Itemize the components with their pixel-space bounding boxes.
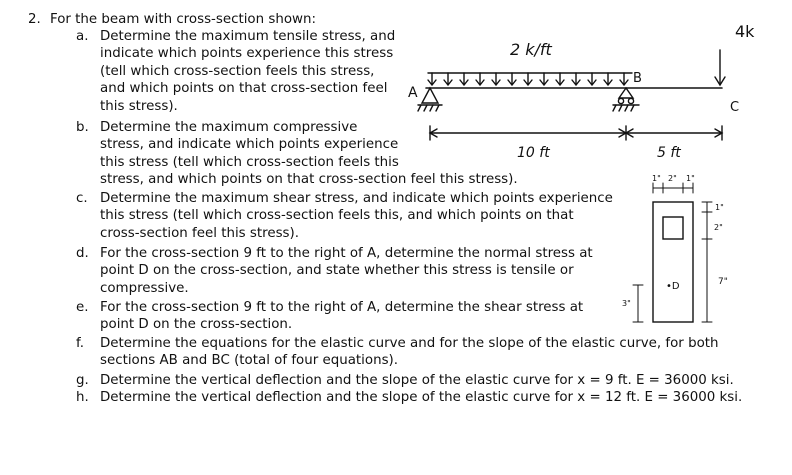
part-line: Determine the maximum tensile stress, and [100, 29, 396, 44]
part-line: Determine the maximum compressive [100, 120, 358, 135]
cross-section-hole [663, 217, 683, 239]
section-dim-height: 7" [718, 277, 728, 287]
label-c: C [730, 100, 740, 115]
part-line: (tell which cross-section feels this stress, [100, 63, 375, 79]
part-line: and which points on that cross-section feel [100, 81, 388, 97]
part-letter: e. [76, 300, 89, 315]
part-letter: c. [76, 191, 88, 206]
point-d-label: •D [666, 281, 680, 292]
part-letter: h. [76, 390, 89, 405]
part-letter: b. [76, 120, 89, 135]
label-b: B [633, 71, 642, 86]
label-a: A [408, 85, 418, 101]
roller-support-b [619, 88, 633, 98]
part-letter: f. [76, 336, 84, 351]
span-ab-label: 10 ft [517, 145, 550, 161]
part-line: For the cross-section 9 ft to the right of A, determine the shear stress at [100, 300, 584, 315]
part-line: this stress (tell which cross-section feels this, and which points on that [100, 208, 574, 224]
point-load-label: 4k [735, 22, 755, 41]
part-line: For the cross-section 9 ft to the right of A, determine the normal stress at [100, 246, 593, 261]
part-letter: d. [76, 246, 89, 261]
part-line: cross-section feel this stress). [100, 225, 300, 241]
part-letter: g. [76, 373, 89, 388]
part-line: Determine the maximum shear stress, and indicate which points experience [100, 191, 613, 206]
part-line: this stress). [100, 98, 178, 114]
part-line: Determine the vertical deflection and the slope of the elastic curve for x = 9 ft. E = 36000 ksi. [100, 373, 734, 388]
part-line: stress, and indicate which points experience [100, 137, 399, 153]
section-dim-top-mid: 2" [668, 174, 677, 183]
part-line: indicate which points experience this stress [100, 46, 394, 62]
part-line: stress, and which points on that cross-section feel this stress). [100, 172, 518, 188]
cross-section-outline [653, 202, 693, 322]
span-bc-label: 5 ft [657, 145, 681, 161]
section-dim-side-2: 2" [714, 223, 723, 232]
section-dim-top-right: 1" [686, 174, 695, 183]
pin-support-a [422, 88, 438, 103]
section-dim-side-1: 1" [715, 203, 724, 212]
part-line: sections AB and BC (total of four equations). [100, 353, 399, 369]
section-dim-d: 3" [622, 299, 631, 308]
section-dim-top-left: 1" [652, 174, 661, 183]
part-line: compressive. [100, 280, 189, 296]
distributed-load-arrows [428, 73, 628, 85]
part-letter: a. [76, 29, 89, 44]
part-line: point D on the cross-section, and state whether this stress is tensile or [100, 263, 574, 279]
distributed-load-label: 2 k/ft [510, 40, 552, 59]
part-line: point D on the cross-section. [100, 317, 293, 333]
question-number: 2. [28, 12, 41, 27]
part-line: Determine the vertical deflection and the slope of the elastic curve for x = 12 ft. E = 36000 ksi. [100, 390, 743, 405]
part-line: Determine the equations for the elastic curve and for the slope of the elastic curve, for both [100, 336, 719, 351]
question-stem: For the beam with cross-section shown: [50, 12, 316, 27]
part-line: this stress (tell which cross-section feels this [100, 154, 399, 170]
